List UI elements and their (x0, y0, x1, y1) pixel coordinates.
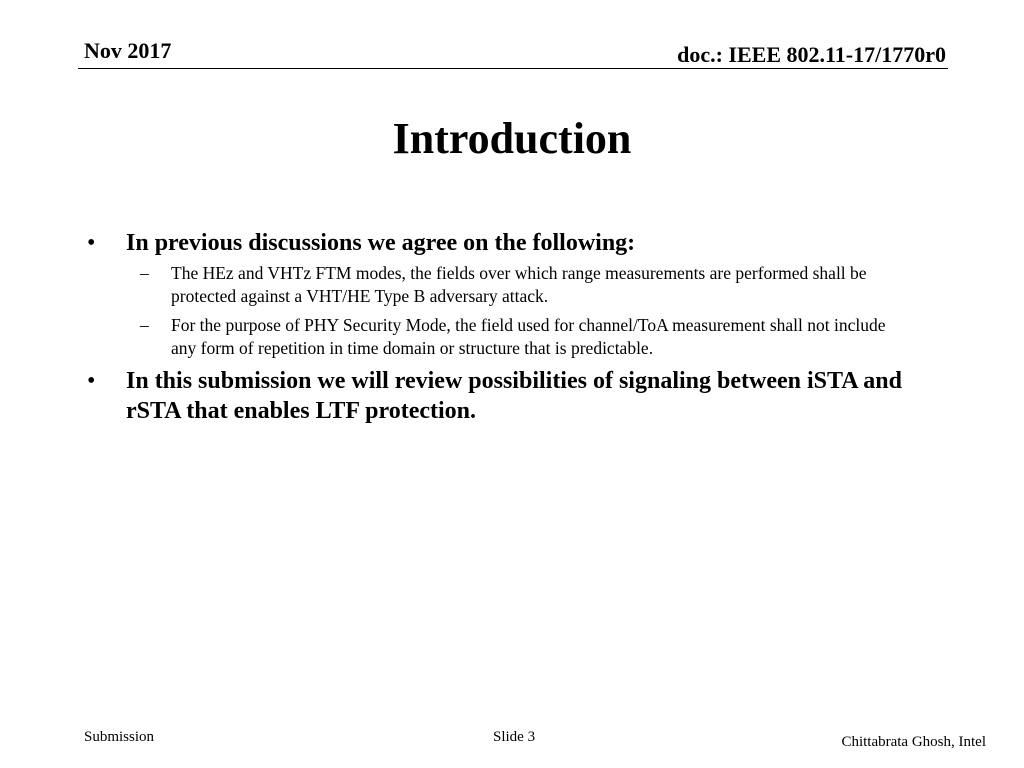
slide-title: Introduction (392, 114, 632, 163)
bullet-item (84, 366, 944, 426)
header-divider (78, 68, 948, 69)
bullet-text: In this submission we will review possibilities of signaling between iSTA and rSTA that enables LTF protection. (126, 368, 902, 424)
bullet-marker: • (87, 230, 96, 256)
header-document-id: doc.: IEEE 802.11-17/1770r0 (677, 42, 946, 67)
bullet-text: In previous discussions we agree on the following: (126, 230, 636, 256)
footer-author: Chittabrata Ghosh, Intel (841, 734, 986, 750)
bullet-item (84, 228, 944, 258)
footer-submission-label: Submission (84, 729, 155, 745)
bullet-marker: • (87, 368, 96, 394)
sub-bullet-text: The HEz and VHTz FTM modes, the fields over which range measurements are performed shall be protected against a VHT/HE Type B adversary attack. (171, 263, 867, 306)
header-date: Nov 2017 (84, 38, 172, 63)
sub-bullet-marker: – (140, 263, 149, 283)
sub-bullet-item (84, 314, 944, 360)
sub-bullet-marker: – (140, 315, 149, 335)
footer-slide-number: Slide 3 (493, 729, 536, 745)
sub-bullet-text: For the purpose of PHY Security Mode, the field used for channel/ToA measurement shall not include any form of repetition in time domain or structure that is predictable. (171, 315, 886, 358)
sub-bullet-item (84, 262, 944, 308)
slide-body (84, 228, 944, 430)
